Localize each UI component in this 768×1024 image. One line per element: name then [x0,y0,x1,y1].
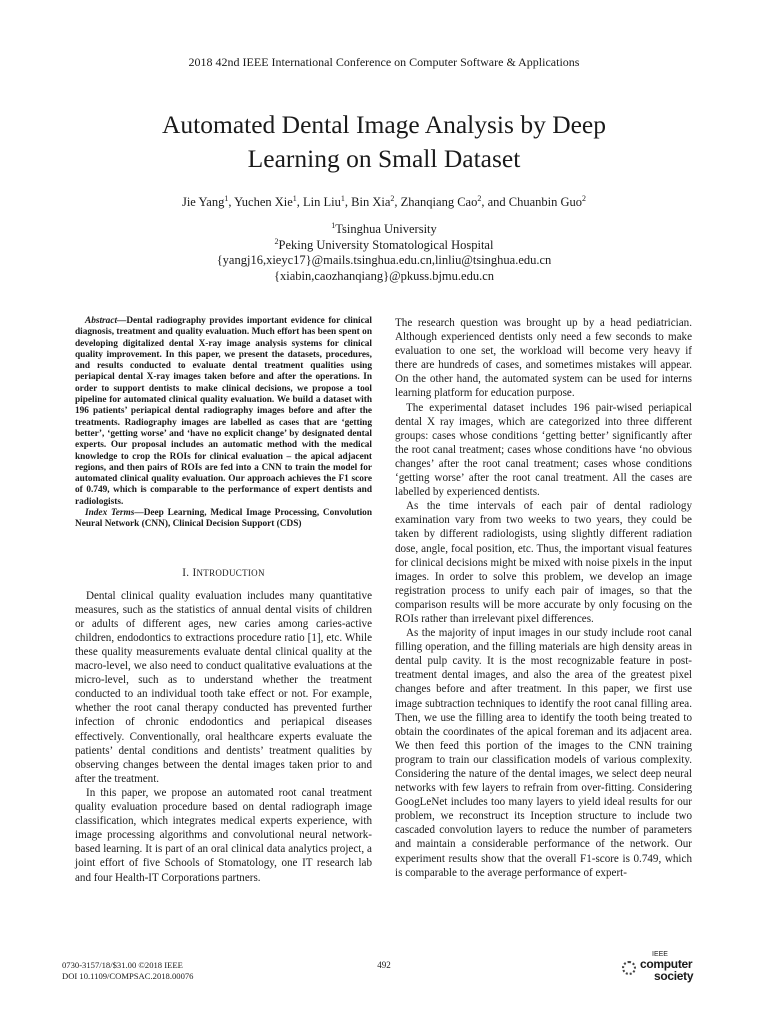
email-line-2: {xiabin,caozhanqiang}@pkuss.bjmu.edu.cn [274,268,494,283]
abstract-paragraph [75,316,372,508]
abstract [75,316,372,531]
intro-body-left [75,589,372,885]
index-terms-text: —Deep Learning, Medical Image Processing, Convolution Neural Network (CNN), Clinical Decision Support (CDS) [75,508,372,530]
author-name: Bin Xia [351,195,391,209]
author-name: Zhanqiang Cao [400,195,478,209]
affiliation-2 [0,238,768,254]
abstract-text: —Dental radiography provides important evidence for clinical diagnosis, treatment and quality evaluation. Much effort has been spent on developing digitalized dental X-ray image analysis systems for clinical quality improvement. In this paper, we present the datasets, procedures, and results conducted to evaluate dental treatment qualities using periapical dental X-ray images taken before and after the operations. In order to support dentists to make clinical decisions, we propose a tool pipeline for automated clinical quality evaluation. We build a dataset with 196 patients’ periapical dental radiography images before and after the treatments. Radiography images are labelled as cases that are ‘getting better’, ‘getting worse’ and ‘have no explicit change’ by designated dental experts. Our proposal includes an automatic method with the medical knowledge to crop the ROIs for clinical evaluation – the apical adjacent regions, and then pairs of ROIs are fed into a CNN to train the model for automated clinical quality evaluation. Our approach achieves the F1 score of 0.749, which is comparable to the performance of expert dentists and radiologists. [75,316,372,507]
author-affil-mark: 2 [582,194,587,203]
body-paragraph: The research question was brought up by a head pediatrician. Although experienced dentists only need a few seconds to make evaluation to one set, the workload will become very heavy if there are hundreds of cases, and sometimes mistakes will appear. On the other hand, the automated system can be used for interns learning platform for education purpose. [395,317,692,400]
affiliation-name: Peking University Stomatological Hospital [278,237,494,252]
author-affil-mark: 1 [224,194,229,203]
gear-icon [622,961,636,975]
title-line-1: Automated Dental Image Analysis by Deep [161,110,606,139]
right-column [395,316,692,880]
author-list: Jie Yang$^1$, Yuchen Xie$^1$, Lin Liu$^1$, Bin Xia$^2$, Zhanqiang Cao$^2$, and Chuanbin Guo$^2$ [181,194,587,209]
body-paragraph: Dental clinical quality evaluation includes many quantitative measures, such as the statistics of annual dental visits of children or adults of different ages, new caries among caries-active children, endodontics to extractions procedure ratio [1], etc. While these quality measurements evaluate dental clinical quality at the macro-level, we also need to conduct qualitative evaluations at the micro-level, such as to understand whether the treatment conducted to an individual tooth take effect or not. For example, whether the root canal therapy conducted has prevented further infection of chronic endodontics and periapical diseases effectively. Conventionally, oral healthcare experts evaluate the patients’ dental conditions and dentists’ treatment qualities by observing changes between the dental images taken prior to and after the treatment. [75,589,372,785]
section-title-initial: I [192,566,197,579]
affil-mark: 2 [274,236,279,246]
author-affil-mark: 1 [292,194,297,203]
doi-line: DOI 10.1109/COMPSAC.2018.00076 [62,970,194,981]
page-number: 492 [377,960,391,970]
author-affil-mark: 1 [340,194,345,203]
author-name: Lin Liu [303,195,341,209]
index-terms [75,508,372,531]
computer-society-logo [622,951,702,991]
section-heading [75,567,372,579]
author-name: Jie Yang [181,195,225,209]
logo-ieee-text: IEEE [652,951,668,958]
affiliation-name: Tsinghua University [335,222,437,236]
section-number: I. [182,566,190,579]
section-title [192,567,264,579]
copyright-line: 0730-3157/18/$31.00 ©2018 IEEE [62,960,183,970]
author-affil-mark: 2 [477,194,482,203]
author-name: Chuanbin Guo [508,195,583,209]
email-line-1: {yangj16,xieyc17}@mails.tsinghua.edu.cn,linliu@tsinghua.edu.cn [216,253,552,267]
body-paragraph: As the majority of input images in our study include root canal filling operation, and the filling materials are high density areas in dental pulp cavity. It is the most recognizable feature in post-treatment dental images, and also the area of the greatest pixel changes before and after treatment. In this paper, we first use image subtraction techniques to identify the root canal filling area. Then, we use the filling area to identify the tooth being treated to obtain the coordinates of the apical foreman and its adjacent area. We then feed this portion of the images to the CNN training program to train our classification models of various complexity. Considering the nature of the dental images, we select deep neural networks with few layers to refrain from over-fitting. Considering GoogLeNet includes too many layers to yield ideal results for our problem, we reconstruct its Inception structure to include two cascaded convolution layers to reduce the number of parameters and maintain a considerable performance of the network. Our experiment results show that the overall F1-score is 0.749, which is comparable to the average performance of expert- [395,627,692,879]
title-line-2: Learning on Small Dataset [247,144,521,173]
paper-title [60,108,708,176]
affiliations [0,222,768,284]
author-affil-mark: 2 [390,194,395,203]
abstract-label: Abstract [85,316,118,326]
left-column [75,316,372,885]
intro-body-right [395,316,692,880]
section-title-rest: NTRODUCTION [196,567,265,578]
author-name: Yuchen Xie [234,195,293,209]
body-paragraph: As the time intervals of each pair of dental radiology examination vary from two weeks to two years, they could be taken by different radiologists, using slightly different radiation dose, angle, focal position, etc. Thus, the important visual features for clinical decisions might be mixed with noise pixels in the input images. In order to solve this problem, we develop an image registration process to unify each pair of images, so that the comparison results will be more accurate by only focusing on the ROIs rather than irrelevant pixel differences. [395,500,692,625]
index-terms-label: Index Terms [85,508,135,519]
body-paragraph: In this paper, we propose an automated root canal treatment quality evaluation procedure based on dental radiograph image classification, which integrates medical experts experience, with image processing algorithms and convolutional neural network-based learning. It is part of an oral clinical data analytics project, a joint effort of five Schools of Stomatology, one IT research lab and four Health-IT Corporations partners. [75,786,372,884]
affil-mark: 1 [331,221,336,230]
logo-word-computer: computer [640,957,693,971]
body-paragraph: The experimental dataset includes 196 pair-wised periapical dental X ray images, which are categorized into three different groups: cases whose conditions ‘getting better’ significantly after the root canal treatment; cases whose conditions have ‘no obvious changes’ after the root canal treatment; cases whose conditions ‘getting worse’ after the root canal treatment. All the cases are labelled by experienced dentists. [395,401,692,499]
conference-header: 2018 42nd IEEE International Conference on Computer Software & Applications [188,55,580,69]
logo-word-society: society [654,969,694,983]
affiliation-1 [0,222,768,238]
